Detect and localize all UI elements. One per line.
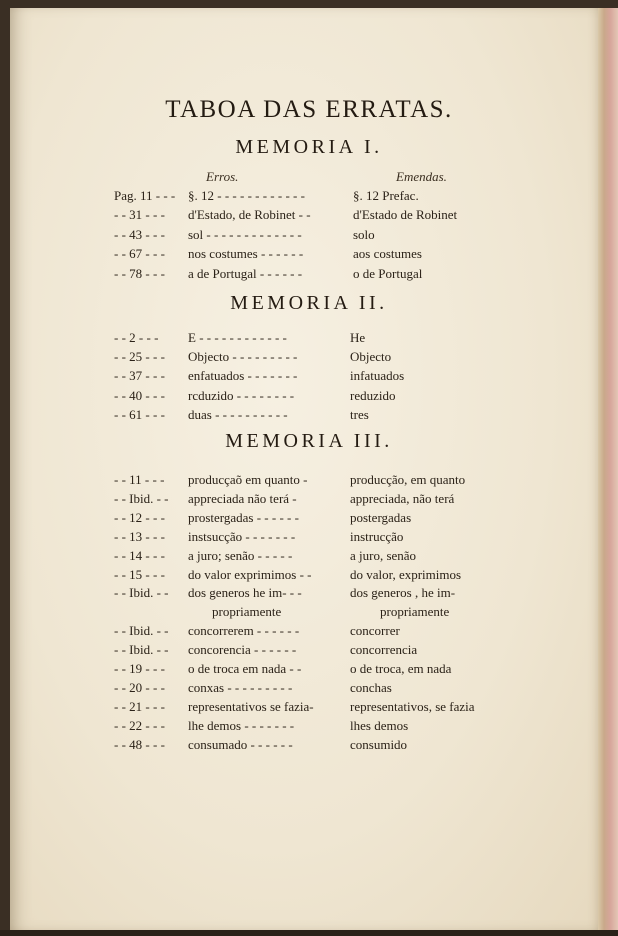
- correction-text: a juro, senão: [350, 547, 417, 563]
- page-ref: - - 20 - - -: [114, 679, 165, 695]
- errata-row: [0, 491, 618, 510]
- page-ref: - - 19 - - -: [114, 661, 165, 676]
- correction-text: concorrencia: [350, 642, 418, 658]
- errata-row: [0, 642, 618, 661]
- section-heading-memoria-1: MEMORIA I.: [235, 136, 383, 158]
- error-text: representativos se fazia-: [188, 698, 314, 714]
- error-text: o de troca em nada - -: [188, 661, 302, 676]
- page-ref: - - 21 - - -: [114, 698, 165, 714]
- error-text: prostergadas - - - - - -: [188, 509, 299, 525]
- error-text: producçaõ em quanto -: [188, 472, 308, 487]
- error-text: concorencia - - - - - -: [188, 642, 297, 658]
- error-text: enfatuados - - - - - - -: [188, 368, 298, 384]
- column-header-corrections: Emendas.: [396, 169, 447, 184]
- errata-row: [0, 718, 618, 737]
- errata-row: [0, 510, 618, 529]
- errata-row: [0, 368, 618, 387]
- scan-border: [0, 930, 618, 936]
- correction-text: reduzido: [350, 387, 396, 403]
- error-text: E - - - - - - - - - - - -: [188, 330, 287, 345]
- errata-row: [0, 388, 618, 407]
- correction-text: conchas: [350, 679, 392, 695]
- page-ref: - - 31 - - -: [114, 207, 165, 223]
- page-ref: - - 37 - - -: [114, 368, 165, 384]
- correction-text: propriamente: [380, 604, 450, 620]
- column-header-errors: Erros.: [206, 169, 239, 184]
- correction-text: producção, em quanto: [350, 472, 466, 487]
- errata-row: [0, 207, 618, 226]
- error-text: propriamente: [212, 604, 282, 620]
- error-text: a juro; senão - - - - -: [188, 547, 293, 563]
- correction-text: consumido: [350, 736, 408, 752]
- error-text: dos generos he im- - -: [188, 585, 302, 601]
- errata-row: [0, 529, 618, 548]
- error-text: duas - - - - - - - - - -: [188, 406, 288, 422]
- page-title: TABOA DAS ERRATAS.: [165, 96, 453, 123]
- error-text: concorrerem - - - - - -: [188, 623, 300, 639]
- error-text: conxas - - - - - - - - -: [188, 679, 293, 695]
- correction-text: Objecto: [350, 349, 392, 365]
- errata-row: [0, 266, 618, 285]
- error-text: §. 12 - - - - - - - - - - - -: [188, 188, 305, 203]
- errata-row: [0, 737, 618, 756]
- section-heading-memoria-2: MEMORIA II.: [230, 292, 388, 314]
- errata-row: [0, 188, 618, 207]
- correction-text: o de Portugal: [353, 265, 423, 281]
- page-ref: - - 12 - - -: [114, 509, 165, 525]
- correction-text: infatuados: [350, 368, 405, 384]
- correction-text: do valor, exprimimos: [350, 566, 462, 582]
- page-ref: - - Ibid. - -: [114, 642, 169, 658]
- correction-text: dos generos , he im-: [350, 585, 456, 601]
- correction-text: concorrer: [350, 623, 400, 639]
- correction-text: appreciada, não terá: [350, 490, 455, 506]
- error-text: nos costumes - - - - - -: [188, 246, 304, 262]
- error-text: consumado - - - - - -: [188, 736, 293, 752]
- errata-row: [0, 604, 618, 623]
- correction-text: §. 12 Prefac.: [353, 188, 419, 203]
- page-ref: - - 61 - - -: [114, 406, 165, 422]
- correction-text: representativos, se fazia: [350, 698, 475, 714]
- errata-row: [0, 246, 618, 265]
- page-ref: - - Ibid. - -: [114, 623, 169, 639]
- correction-text: tres: [350, 406, 369, 422]
- page-ref: - - 11 - - -: [114, 472, 165, 487]
- error-text: do valor exprimimos - -: [188, 566, 312, 582]
- errata-row: [0, 661, 618, 680]
- error-text: Objecto - - - - - - - - -: [188, 349, 298, 365]
- error-text: a de Portugal - - - - - -: [188, 265, 303, 281]
- errata-row: [0, 548, 618, 567]
- errata-row: [0, 585, 618, 604]
- errata-row: [0, 567, 618, 586]
- page-ref: - - Ibid. - -: [114, 490, 169, 506]
- correction-text: solo: [353, 226, 375, 242]
- correction-text: d'Estado de Robinet: [353, 207, 458, 223]
- error-text: appreciada não terá -: [188, 490, 297, 506]
- page-ref: - - Ibid. - -: [114, 585, 169, 601]
- error-text: instsucção - - - - - - -: [188, 528, 296, 544]
- correction-text: instrucção: [350, 528, 404, 544]
- correction-text: lhes demos: [350, 717, 409, 733]
- page-ref: - - 25 - - -: [114, 349, 165, 365]
- errata-row: [0, 407, 618, 426]
- errata-row: [0, 349, 618, 368]
- page-ref: - - 15 - - -: [114, 566, 165, 582]
- errata-row: [0, 680, 618, 699]
- page-ref: - - 2 - - -: [114, 330, 159, 345]
- section-heading-memoria-3: MEMORIA III.: [225, 430, 393, 452]
- correction-text: He: [350, 330, 366, 345]
- errata-row: [0, 227, 618, 246]
- page-ref: - - 22 - - -: [114, 717, 165, 733]
- correction-text: o de troca, em nada: [350, 661, 452, 676]
- correction-text: aos costumes: [353, 246, 422, 262]
- page-ref: Pag. 11 - - -: [114, 188, 176, 203]
- errata-row: [0, 699, 618, 718]
- errata-row: [0, 623, 618, 642]
- error-text: lhe demos - - - - - - -: [188, 717, 295, 733]
- page-ref: - - 14 - - -: [114, 547, 165, 563]
- page-ref: - - 67 - - -: [114, 246, 165, 262]
- page-ref: - - 78 - - -: [114, 265, 165, 281]
- error-text: sol - - - - - - - - - - - - -: [188, 226, 302, 242]
- errata-row: [0, 330, 618, 349]
- error-text: d'Estado, de Robinet - -: [188, 207, 311, 223]
- error-text: rcduzido - - - - - - - -: [188, 387, 295, 403]
- page-ref: - - 13 - - -: [114, 528, 165, 544]
- errata-row: [0, 472, 618, 491]
- page-ref: - - 43 - - -: [114, 226, 165, 242]
- correction-text: postergadas: [350, 509, 412, 525]
- page-ref: - - 48 - - -: [114, 736, 165, 752]
- page-ref: - - 40 - - -: [114, 387, 165, 403]
